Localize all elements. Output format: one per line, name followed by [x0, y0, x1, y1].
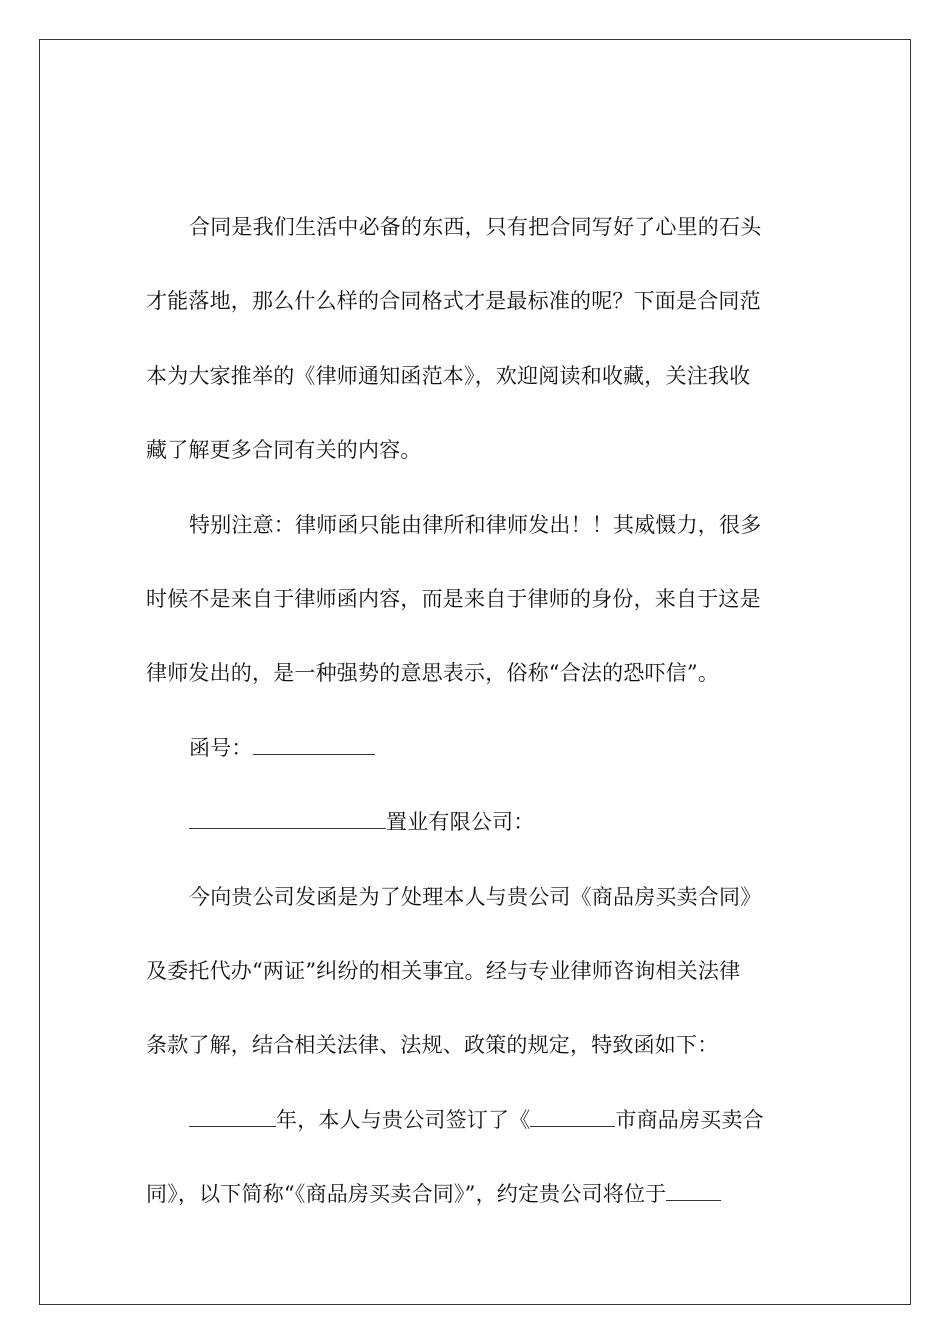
paragraph-line: 时候不是来自于律师函内容，而是来自于律师的身份，来自于这是 — [146, 587, 761, 611]
contract-abbrev-text: 同》，以下简称“《商品房买卖合同》”，约定贵公司将位于 — [146, 1182, 667, 1206]
paragraph-line: 特别注意：律师函只能由律所和律师发出！！其威慑力，很多 — [189, 513, 762, 537]
recipient-line — [189, 809, 534, 835]
paragraph-line: 合同是我们生活中必备的东西，只有把合同写好了心里的石头 — [189, 215, 762, 239]
contract-date-line — [189, 1107, 764, 1133]
contract-abbrev-line — [146, 1181, 721, 1207]
paragraph-line: 今向贵公司发函是为了处理本人与贵公司《商品房买卖合同》 — [189, 885, 762, 909]
city-blank — [530, 1108, 615, 1127]
paragraph-line: 条款了解，结合相关法律、法规、政策的规定，特致函如下： — [146, 1033, 719, 1057]
letter-number-line — [189, 735, 375, 761]
recipient-label: 置业有限公司： — [386, 810, 535, 834]
letter-number-blank — [253, 736, 375, 755]
letter-number-label: 函号： — [189, 736, 253, 760]
year-blank — [189, 1108, 276, 1127]
paragraph-line: 才能落地，那么什么样的合同格式才是最标准的呢？下面是合同范 — [146, 289, 761, 313]
contract-signing-text: 年，本人与贵公司签订了《 — [276, 1108, 531, 1132]
paragraph-line: 藏了解更多合同有关的内容。 — [146, 438, 422, 462]
paragraph-line: 及委托代办“两证”纠纷的相关事宜。经与专业律师咨询相关法律 — [146, 959, 741, 983]
paragraph-line: 律师发出的，是一种强势的意思表示，俗称“合法的恐吓信”。 — [146, 661, 720, 685]
location-blank — [666, 1182, 721, 1201]
contract-name-text: 市商品房买卖合 — [615, 1108, 764, 1132]
company-name-blank — [189, 810, 386, 829]
paragraph-line: 本为大家推举的《律师通知函范本》，欢迎阅读和收藏，关注我收 — [146, 364, 751, 388]
